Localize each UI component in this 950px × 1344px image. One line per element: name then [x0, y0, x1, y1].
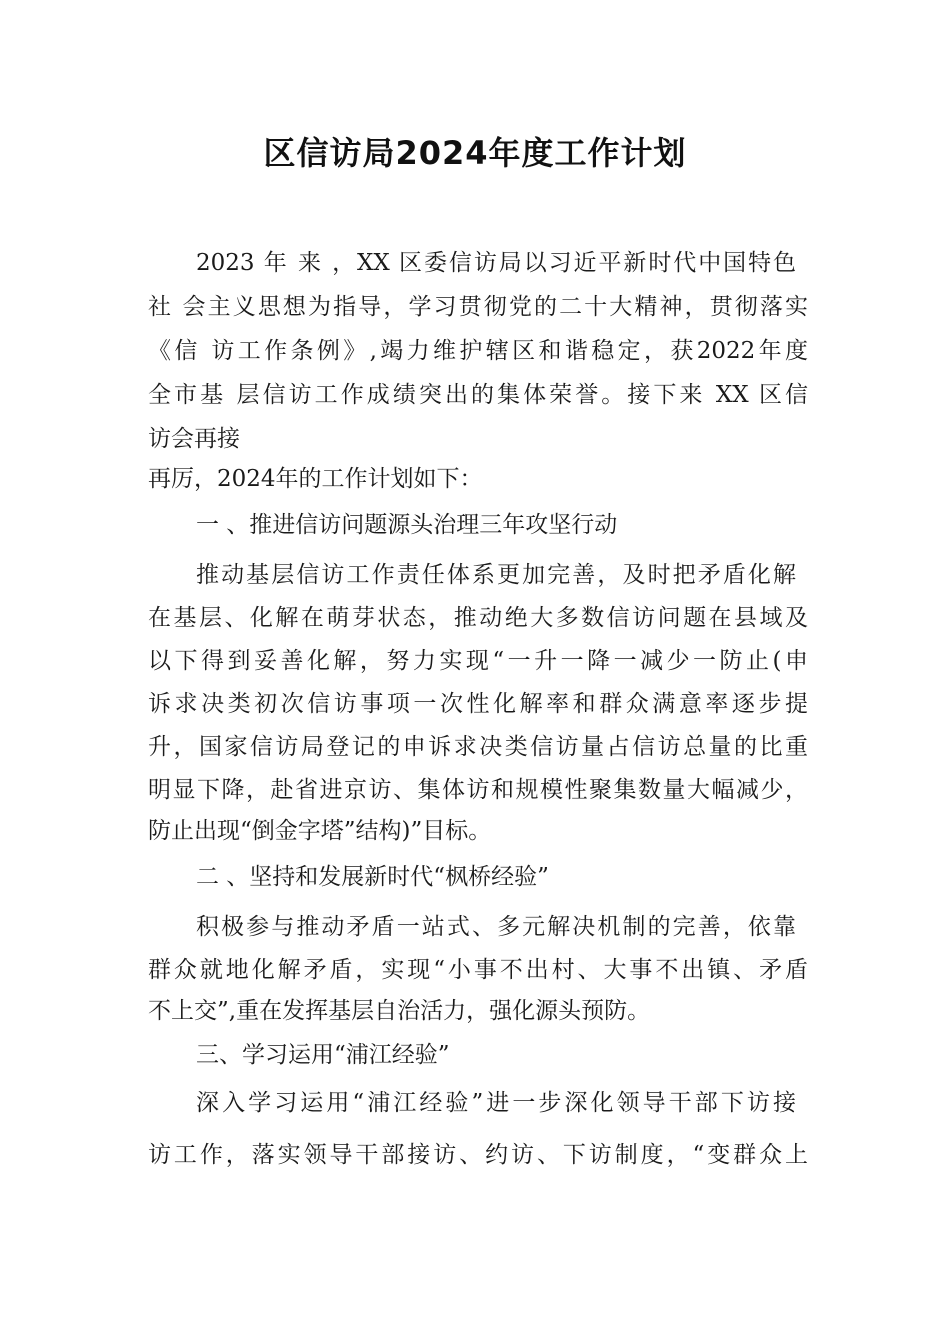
- paragraph-line: 不上交”,重在发挥基层自治活力，强化源头预防。: [148, 998, 651, 1024]
- section-heading-1: 一 、推进信访问题源头治理三年攻坚行动: [196, 512, 618, 538]
- paragraph-line: 群众就地化解矛盾，实现“小事不出村、大事不出镇、矛盾: [148, 957, 808, 983]
- paragraph-line: 访工作，落实领导干部接访、约访、下访制度，“变群众上: [148, 1142, 808, 1168]
- paragraph-line: 社 会主义思想为指导，学习贯彻党的二十大精神，贯彻落实: [148, 294, 808, 320]
- paragraph-line: 在基层、化解在萌芽状态，推动绝大多数信访问题在县域及: [148, 605, 808, 631]
- paragraph-line: 全市基 层信访工作成绩突出的集体荣誉。接下来 XX 区信: [148, 382, 808, 408]
- paragraph-line: 再厉，2024年的工作计划如下：: [148, 466, 483, 492]
- paragraph-line: 2023 年 来 ，XX 区委信访局以习近平新时代中国特色: [196, 250, 796, 276]
- paragraph-line: 积极参与推动矛盾一站式、多元解决机制的完善，依靠: [196, 914, 796, 940]
- paragraph-line: 升，国家信访局登记的申诉求决类信访量占信访总量的比重: [148, 734, 808, 760]
- paragraph-line: 《信 访工作条例》,竭力维护辖区和谐稳定，获2022年度: [148, 338, 808, 364]
- section-heading-3: 三、学习运用“浦江经验”: [196, 1042, 450, 1068]
- paragraph-line: 深入学习运用“浦江经验”进一步深化领导干部下访接: [196, 1090, 796, 1116]
- paragraph-line: 诉求决类初次信访事项一次性化解率和群众满意率逐步提: [148, 691, 808, 717]
- paragraph-line: 推动基层信访工作责任体系更加完善，及时把矛盾化解: [196, 562, 796, 588]
- section-heading-2: 二 、坚持和发展新时代“枫桥经验”: [196, 864, 549, 890]
- paragraph-line: 明显下降，赴省进京访、集体访和规模性聚集数量大幅减少，: [148, 777, 808, 803]
- paragraph-line: 防止出现“倒金字塔”结构)”目标。: [148, 818, 492, 844]
- paragraph-line: 以下得到妥善化解，努力实现“一升一降一减少一防止(申: [148, 648, 808, 674]
- document-title: 区信访局2024年度工作计划: [263, 134, 687, 172]
- paragraph-line: 访会再接: [148, 426, 240, 452]
